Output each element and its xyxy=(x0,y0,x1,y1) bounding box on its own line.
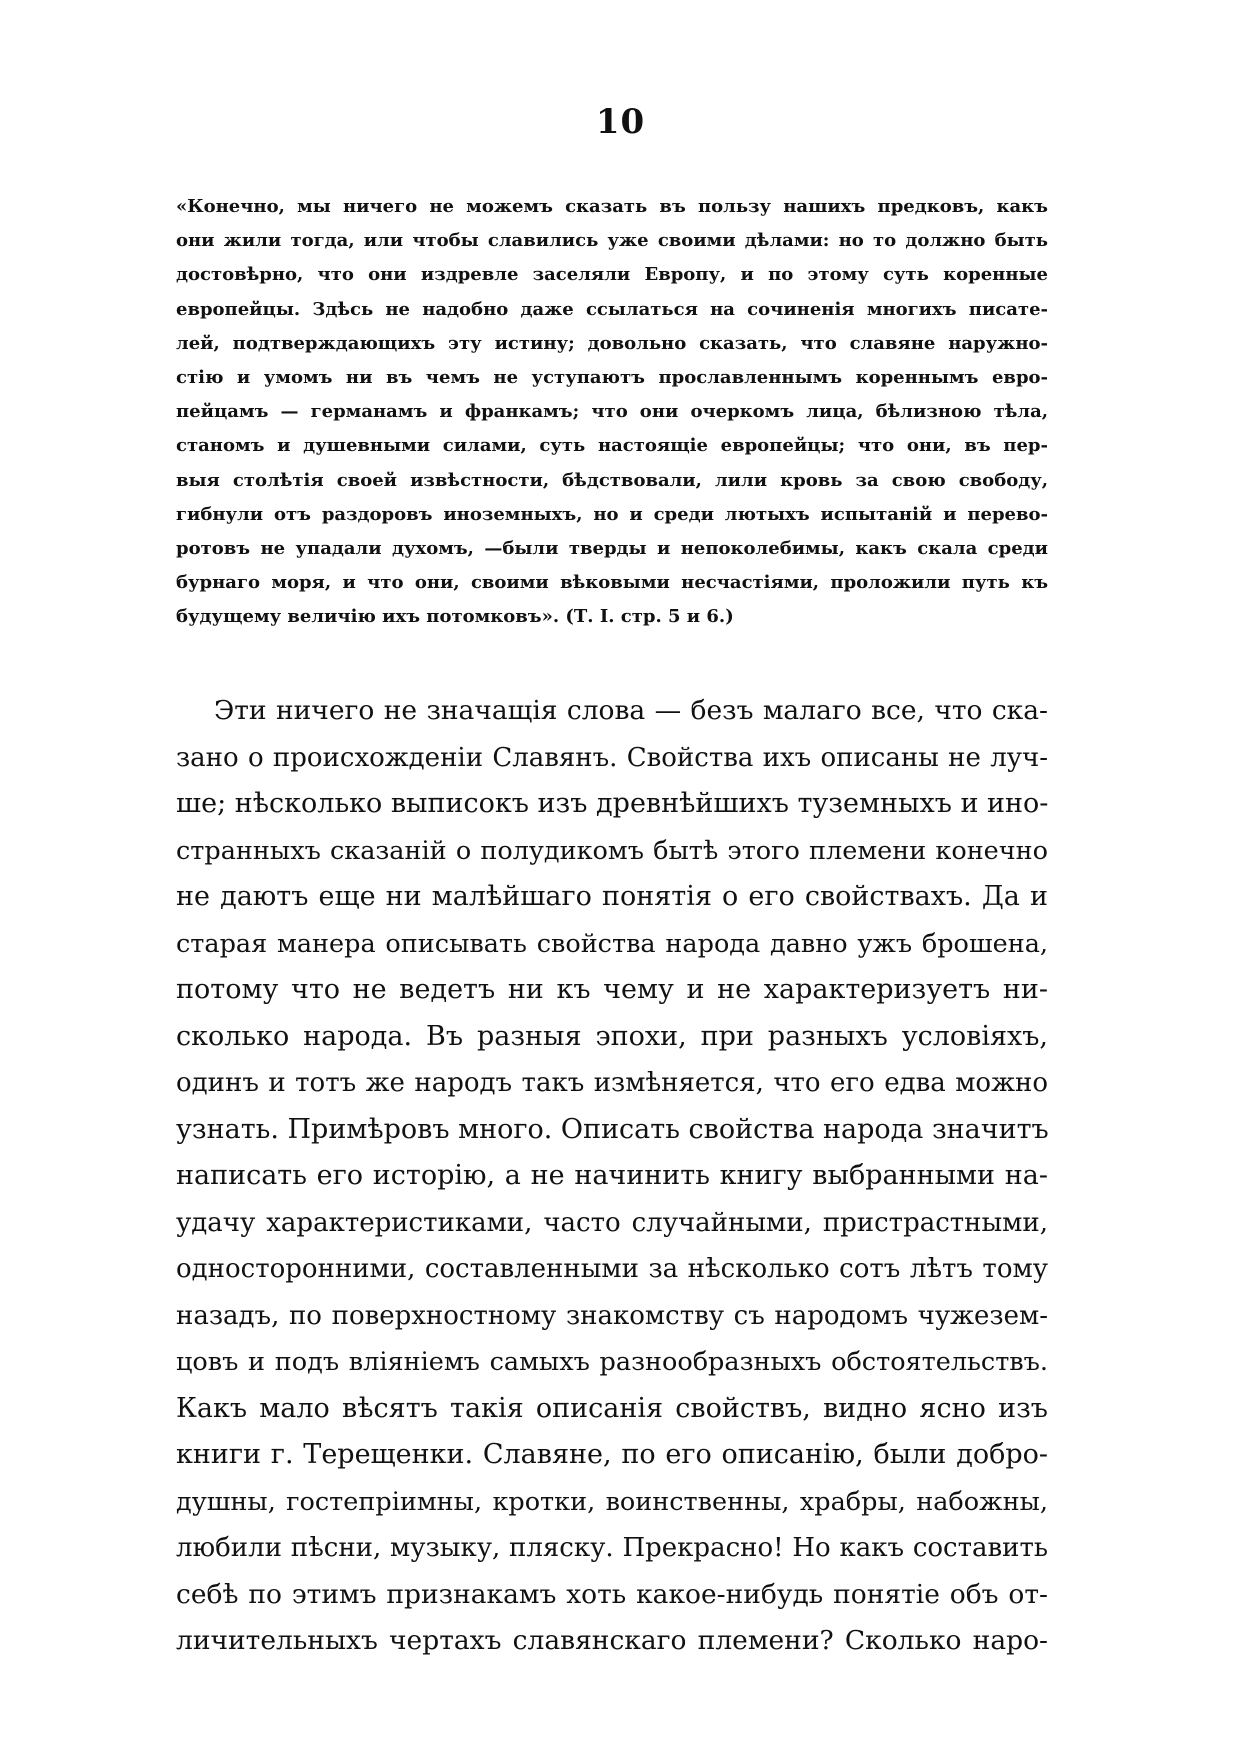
quote-line: достовѣрно, что они издревле заселяли Европу, и по этому суть коренные xyxy=(176,264,1048,286)
main-line: книги г. Терещенки. Славяне, по его описанію, были добро- xyxy=(176,1439,1048,1470)
main-line: односторонними, составленными за нѣсколько сотъ лѣтъ тому xyxy=(176,1254,1048,1284)
main-text xyxy=(176,688,1048,1665)
main-line: потому что не ведетъ ни къ чему и не характеризуетъ ни- xyxy=(176,974,1048,1005)
main-line: старая манера описывать свойства народа давно ужъ брошена, xyxy=(176,928,1048,959)
main-line: одинъ и тотъ же народъ такъ измѣняется, что его едва можно xyxy=(176,1068,1048,1098)
quote-line: выя столѣтія своей извѣстности, бѣдствовали, лили кровь за свою свободу, xyxy=(176,469,1048,491)
main-line: не даютъ еще ни малѣйшаго понятія о его свойствахъ. Да и xyxy=(176,881,1048,912)
main-line: любили пѣсни, музыку, пляску. Прекрасно! Но какъ составить xyxy=(176,1533,1048,1563)
main-line: написать его исторію, а не начинить книгу выбранными на- xyxy=(176,1160,1048,1191)
main-line: себѣ по этимъ признакамъ хоть какое-нибудь понятіе объ от- xyxy=(176,1578,1048,1610)
main-line: цовъ и подъ вліяніемъ самыхъ разнообразныхъ обстоятельствъ. xyxy=(176,1347,1048,1377)
quote-line: бурнаго моря, и что они, своими вѣковыми несчастіями, проложили путь къ xyxy=(176,572,1048,594)
quote-line: европейцы. Здѣсь не надобно даже ссылаться на сочиненія многихъ писате- xyxy=(176,298,1048,320)
quote-line: они жили тогда, или чтобы славились уже своими дѣлами: но то должно быть xyxy=(176,230,1048,252)
quote-line: гибнули отъ раздоровъ иноземныхъ, но и среди лютыхъ испытаній и перево- xyxy=(176,503,1048,525)
main-line: сколько народа. Въ разныя эпохи, при разныхъ условіяхъ, xyxy=(176,1020,1048,1052)
quote-line: ротовъ не упадали духомъ, —были тверды и непоколебимы, какъ скала среди xyxy=(176,537,1048,559)
quote-line: станомъ и душевными силами, суть настоящіе европейцы; что они, въ пер- xyxy=(176,435,1048,457)
main-line: назадъ, по поверхностному знакомству съ народомъ чужезем- xyxy=(176,1300,1048,1331)
quote-line: лей, подтверждающихъ эту истину; довольно сказать, что славяне наружно- xyxy=(176,332,1048,354)
quote-line: будущему величію ихъ потомковъ». (Т. I. стр. 5 и 6.) xyxy=(176,606,734,628)
main-line: Какъ мало вѣсятъ такія описанія свойствъ, видно ясно изъ xyxy=(176,1392,1048,1424)
quote-line: стію и умомъ ни въ чемъ не уступаютъ прославленнымъ кореннымъ евро- xyxy=(176,366,1048,388)
main-line: ше; нѣсколько выписокъ изъ древнѣйшихъ туземныхъ и ино- xyxy=(176,788,1049,819)
main-line: узнать. Примѣровъ много. Описать свойства народа значитъ xyxy=(176,1113,1049,1145)
page-number: 10 xyxy=(595,102,646,142)
main-line: странныхъ сказаній о полудикомъ бытѣ этого племени конечно xyxy=(176,835,1048,866)
quote-line: пейцамъ — германамъ и франкамъ; что они очеркомъ лица, бѣлизною тѣла, xyxy=(176,401,1048,423)
main-line: Эти ничего не значащія слова — безъ малаго все, что ска- xyxy=(214,695,1048,726)
quote-line: «Конечно, мы ничего не можемъ сказать въ пользу нашихъ предковъ, какъ xyxy=(176,196,1048,217)
main-line: удачу характеристиками, часто случайными, пристрастными, xyxy=(176,1207,1048,1238)
quote-block xyxy=(176,190,1048,634)
main-line: душны, гостепріимны, кротки, воинственны, храбры, набожны, xyxy=(176,1486,1048,1517)
main-line: личительныхъ чертахъ славянскаго племени? Сколько наро- xyxy=(176,1625,1048,1656)
main-line: зано о происхожденіи Славянъ. Свойства ихъ описаны не луч- xyxy=(176,742,1048,773)
